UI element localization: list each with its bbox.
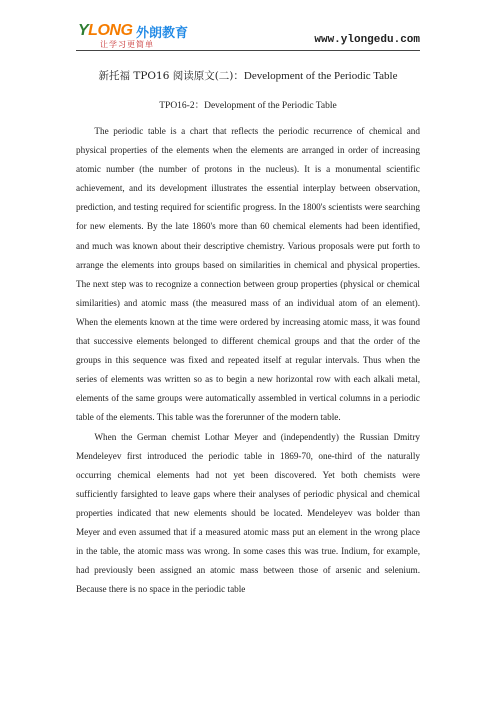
document-subtitle: TPO16-2：Development of the Periodic Table	[159, 101, 337, 111]
title-english: Development of the Periodic Table	[243, 70, 398, 82]
logo-wordmark: YLONG	[78, 22, 133, 39]
paragraph-1: The periodic table is a chart that reflects the periodic recurrence of chemical and physical properties of the elements when the elements are arranged in order of increasing atomic number (the number of protons in the nucleus). It is a monumental scientific achievement, and its development illustrates the essential interplay between observation, prediction, and testing required for scientific progress. In the 1800's scientists were searching for new elements. By the late 1860's more than 60 chemical elements had been identified, and much was known about their descriptive chemistry. Various proposals were put forth to arrange the elements into groups based on similarities in chemical and physical properties. The next step was to recognize a connection between group properties (physical or chemical similarities) and atomic mass (the measured mass of an individual atom of an element). When the elements known at the time were ordered by increasing atomic mass, it was found that successive elements belonged to different chemical groups and that the order of the groups in this sequence was fixed and repeated itself at regular intervals. Thus when the series of elements was written so as to begin a new horizontal row with each alkali metal, elements of the same groups were automatically assembled in vertical columns in a periodic table of the elements. This table was the forerunner of the modern table.	[76, 126, 420, 423]
logo-slogan: 让学习更简单	[100, 40, 154, 49]
header-divider	[76, 50, 420, 51]
logo-chinese-name: 外朗教育	[136, 26, 189, 41]
title-chinese: 新托福 TPO16 阅读原文(二)：	[98, 70, 244, 82]
site-url[interactable]: www.ylongedu.com	[314, 34, 420, 46]
paragraph-2: When the German chemist Lothar Meyer and (independently) the Russian Dmitry Mendeleyev first introduced the periodic table in 1869-70, one-third of the naturally occurring chemical elements had not yet been discovered. Yet both chemists were sufficiently farsighted to leave gaps where their analyses of periodic physical and chemical properties indicated that new elements should be located. Mendeleyev was bolder than Meyer and even assumed that if a measured atomic mass put an element in the wrong place in the table, the atomic mass was wrong. In some cases this was true. Indium, for example, had previously been assigned an atomic mass between those of arsenic and selenium. Because there is no space in the periodic table	[76, 431, 420, 595]
ylong-logo	[78, 22, 190, 50]
page-header	[0, 0, 496, 58]
article-body	[76, 122, 420, 599]
document-title	[0, 68, 496, 83]
